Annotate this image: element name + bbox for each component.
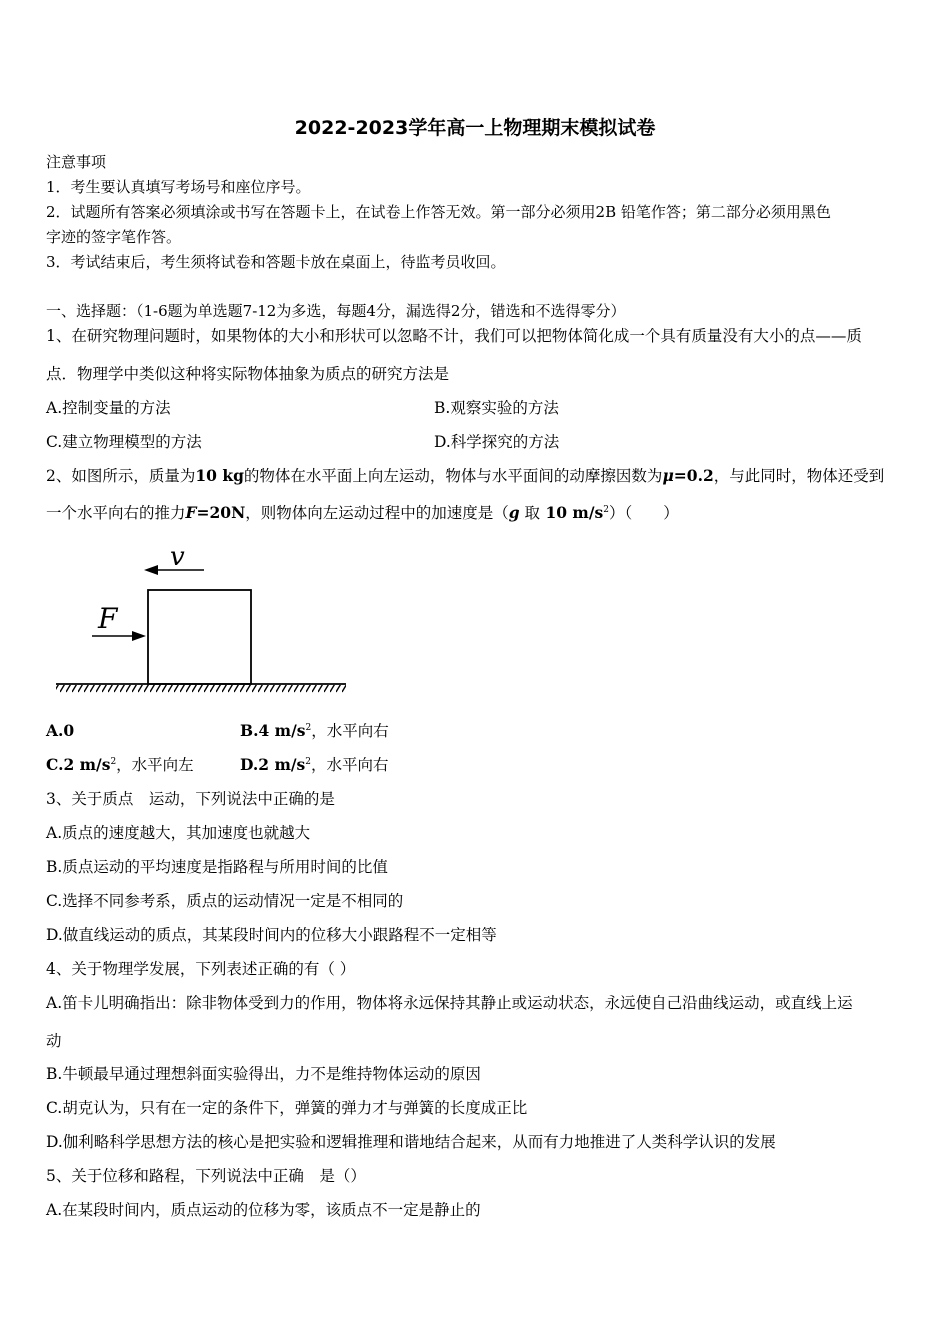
q2-mu-symbol: μ bbox=[662, 466, 674, 485]
page-title: 2022-2023学年高一上物理期末模拟试卷 bbox=[294, 117, 656, 139]
q2-option-d-dir: ，水平向右 bbox=[311, 756, 389, 774]
q2-text: ，则物体向左运动过程中的加速度是（ bbox=[245, 504, 509, 522]
q2-option-a: A.0 bbox=[46, 721, 75, 740]
q1-option-a: A.控制变量的方法 bbox=[46, 399, 171, 417]
q2-text: 2、如图所示，质量为 bbox=[46, 467, 196, 485]
q2-option-c-dir: ，水平向左 bbox=[116, 756, 194, 774]
section-heading: 一、选择题：（1-6题为单选题7-12为多选，每题4分，漏选得2分，错选和不选得零分） bbox=[46, 302, 626, 320]
q3-option-c: C.选择不同参考系，质点的运动情况一定是不相同的 bbox=[46, 892, 404, 910]
q4-option-b: B.牛顿最早通过理想斜面实验得出，力不是维持物体运动的原因 bbox=[46, 1065, 481, 1083]
q2-stem-line2 bbox=[46, 503, 679, 523]
q2-option-d-value: D.2 m/s bbox=[240, 755, 306, 774]
q2-text: ，与此同时，物体还受到 bbox=[713, 467, 885, 485]
q4-option-c: C.胡克认为，只有在一定的条件下，弹簧的弹力才与弹簧的长度成正比 bbox=[46, 1099, 528, 1117]
notice-item: 2．试题所有答案必须填涂或书写在答题卡上，在试卷上作答无效。第一部分必须用2B 铅笔作答；第二部分必须用黑色 bbox=[46, 203, 831, 221]
q2-option-b bbox=[240, 721, 389, 741]
q2-stem-line1 bbox=[46, 466, 884, 486]
notice-item: 3．考试结束后，考生须将试卷和答题卡放在桌面上，待监考员收回。 bbox=[46, 253, 506, 271]
q4-option-a-line2: 动 bbox=[46, 1032, 62, 1050]
q2-mu-value: =0.2 bbox=[673, 466, 714, 485]
q2-mass: 10 kg bbox=[195, 466, 244, 485]
notice-heading: 注意事项 bbox=[46, 153, 107, 171]
q2-option-c bbox=[46, 755, 194, 775]
q2-text: 的物体在水平面上向左运动，物体与水平面间的动摩擦因数为 bbox=[243, 467, 663, 485]
q4-stem: 4、关于物理学发展，下列表述正确的有（ ） bbox=[46, 960, 356, 978]
q1-option-d: D.科学探究的方法 bbox=[434, 433, 560, 451]
q1-stem-line2: 点．物理学中类似这种将实际物体抽象为质点的研究方法是 bbox=[46, 365, 450, 383]
velocity-arrow-head bbox=[144, 565, 158, 575]
q3-option-a: A.质点的速度越大，其加速度也就越大 bbox=[46, 824, 311, 842]
q2-option-c-value: C.2 m/s bbox=[46, 755, 111, 774]
q2-g-value: 10 m/s bbox=[540, 503, 604, 522]
q1-stem-line1: 1、在研究物理问题时，如果物体的大小和形状可以忽略不计，我们可以把物体简化成一个具有质量没有大小的点——质 bbox=[46, 327, 862, 345]
q2-option-b-dir: ，水平向右 bbox=[311, 722, 389, 740]
velocity-label: v bbox=[170, 542, 185, 572]
notice-item: 字迹的签字笔作答。 bbox=[46, 228, 182, 246]
q2-force-value: =20N bbox=[196, 503, 246, 522]
q2-figure bbox=[54, 538, 354, 698]
q2-superscript: 2 bbox=[305, 757, 311, 767]
q2-superscript: 2 bbox=[603, 505, 609, 515]
force-label: F bbox=[98, 602, 118, 635]
q2-superscript: 2 bbox=[305, 723, 312, 733]
q5-stem: 5、关于位移和路程，下列说法中正确 是（） bbox=[46, 1167, 366, 1185]
force-arrow-head bbox=[132, 631, 146, 641]
q2-text: ）（ ） bbox=[608, 504, 679, 522]
q3-stem: 3、关于质点 运动，下列说法中正确的是 bbox=[46, 790, 335, 808]
q1-option-c: C.建立物理模型的方法 bbox=[46, 433, 202, 451]
q1-option-b: B.观察实验的方法 bbox=[434, 399, 559, 417]
q2-text: 一个水平向右的推力 bbox=[46, 504, 186, 522]
q5-option-a: A.在某段时间内，质点运动的位移为零，该质点不一定是静止的 bbox=[46, 1201, 481, 1219]
q2-force-symbol: F bbox=[185, 503, 197, 522]
notice-item: 1．考生要认真填写考场号和座位序号。 bbox=[46, 178, 311, 196]
q2-g-symbol: g bbox=[508, 503, 520, 522]
q2-superscript: 2 bbox=[110, 757, 117, 767]
q2-option-b-value: B.4 m/s bbox=[240, 721, 306, 740]
q4-option-a-line1: A.笛卡儿明确指出：除非物体受到力的作用，物体将永远保持其静止或运动状态，永远使自己沿曲线运动，或直线上运 bbox=[46, 994, 853, 1012]
q4-option-d: D.伽利略科学思想方法的核心是把实验和逻辑推理和谐地结合起来，从而有力地推进了人类科学认识的发展 bbox=[46, 1133, 776, 1151]
q2-text: 取 bbox=[519, 504, 541, 522]
ground-hatching bbox=[56, 685, 346, 694]
q3-option-d: D.做直线运动的质点，其某段时间内的位移大小跟路程不一定相等 bbox=[46, 926, 497, 944]
block bbox=[148, 590, 251, 684]
q3-option-b: B.质点运动的平均速度是指路程与所用时间的比值 bbox=[46, 858, 388, 876]
q2-option-d bbox=[240, 755, 389, 775]
